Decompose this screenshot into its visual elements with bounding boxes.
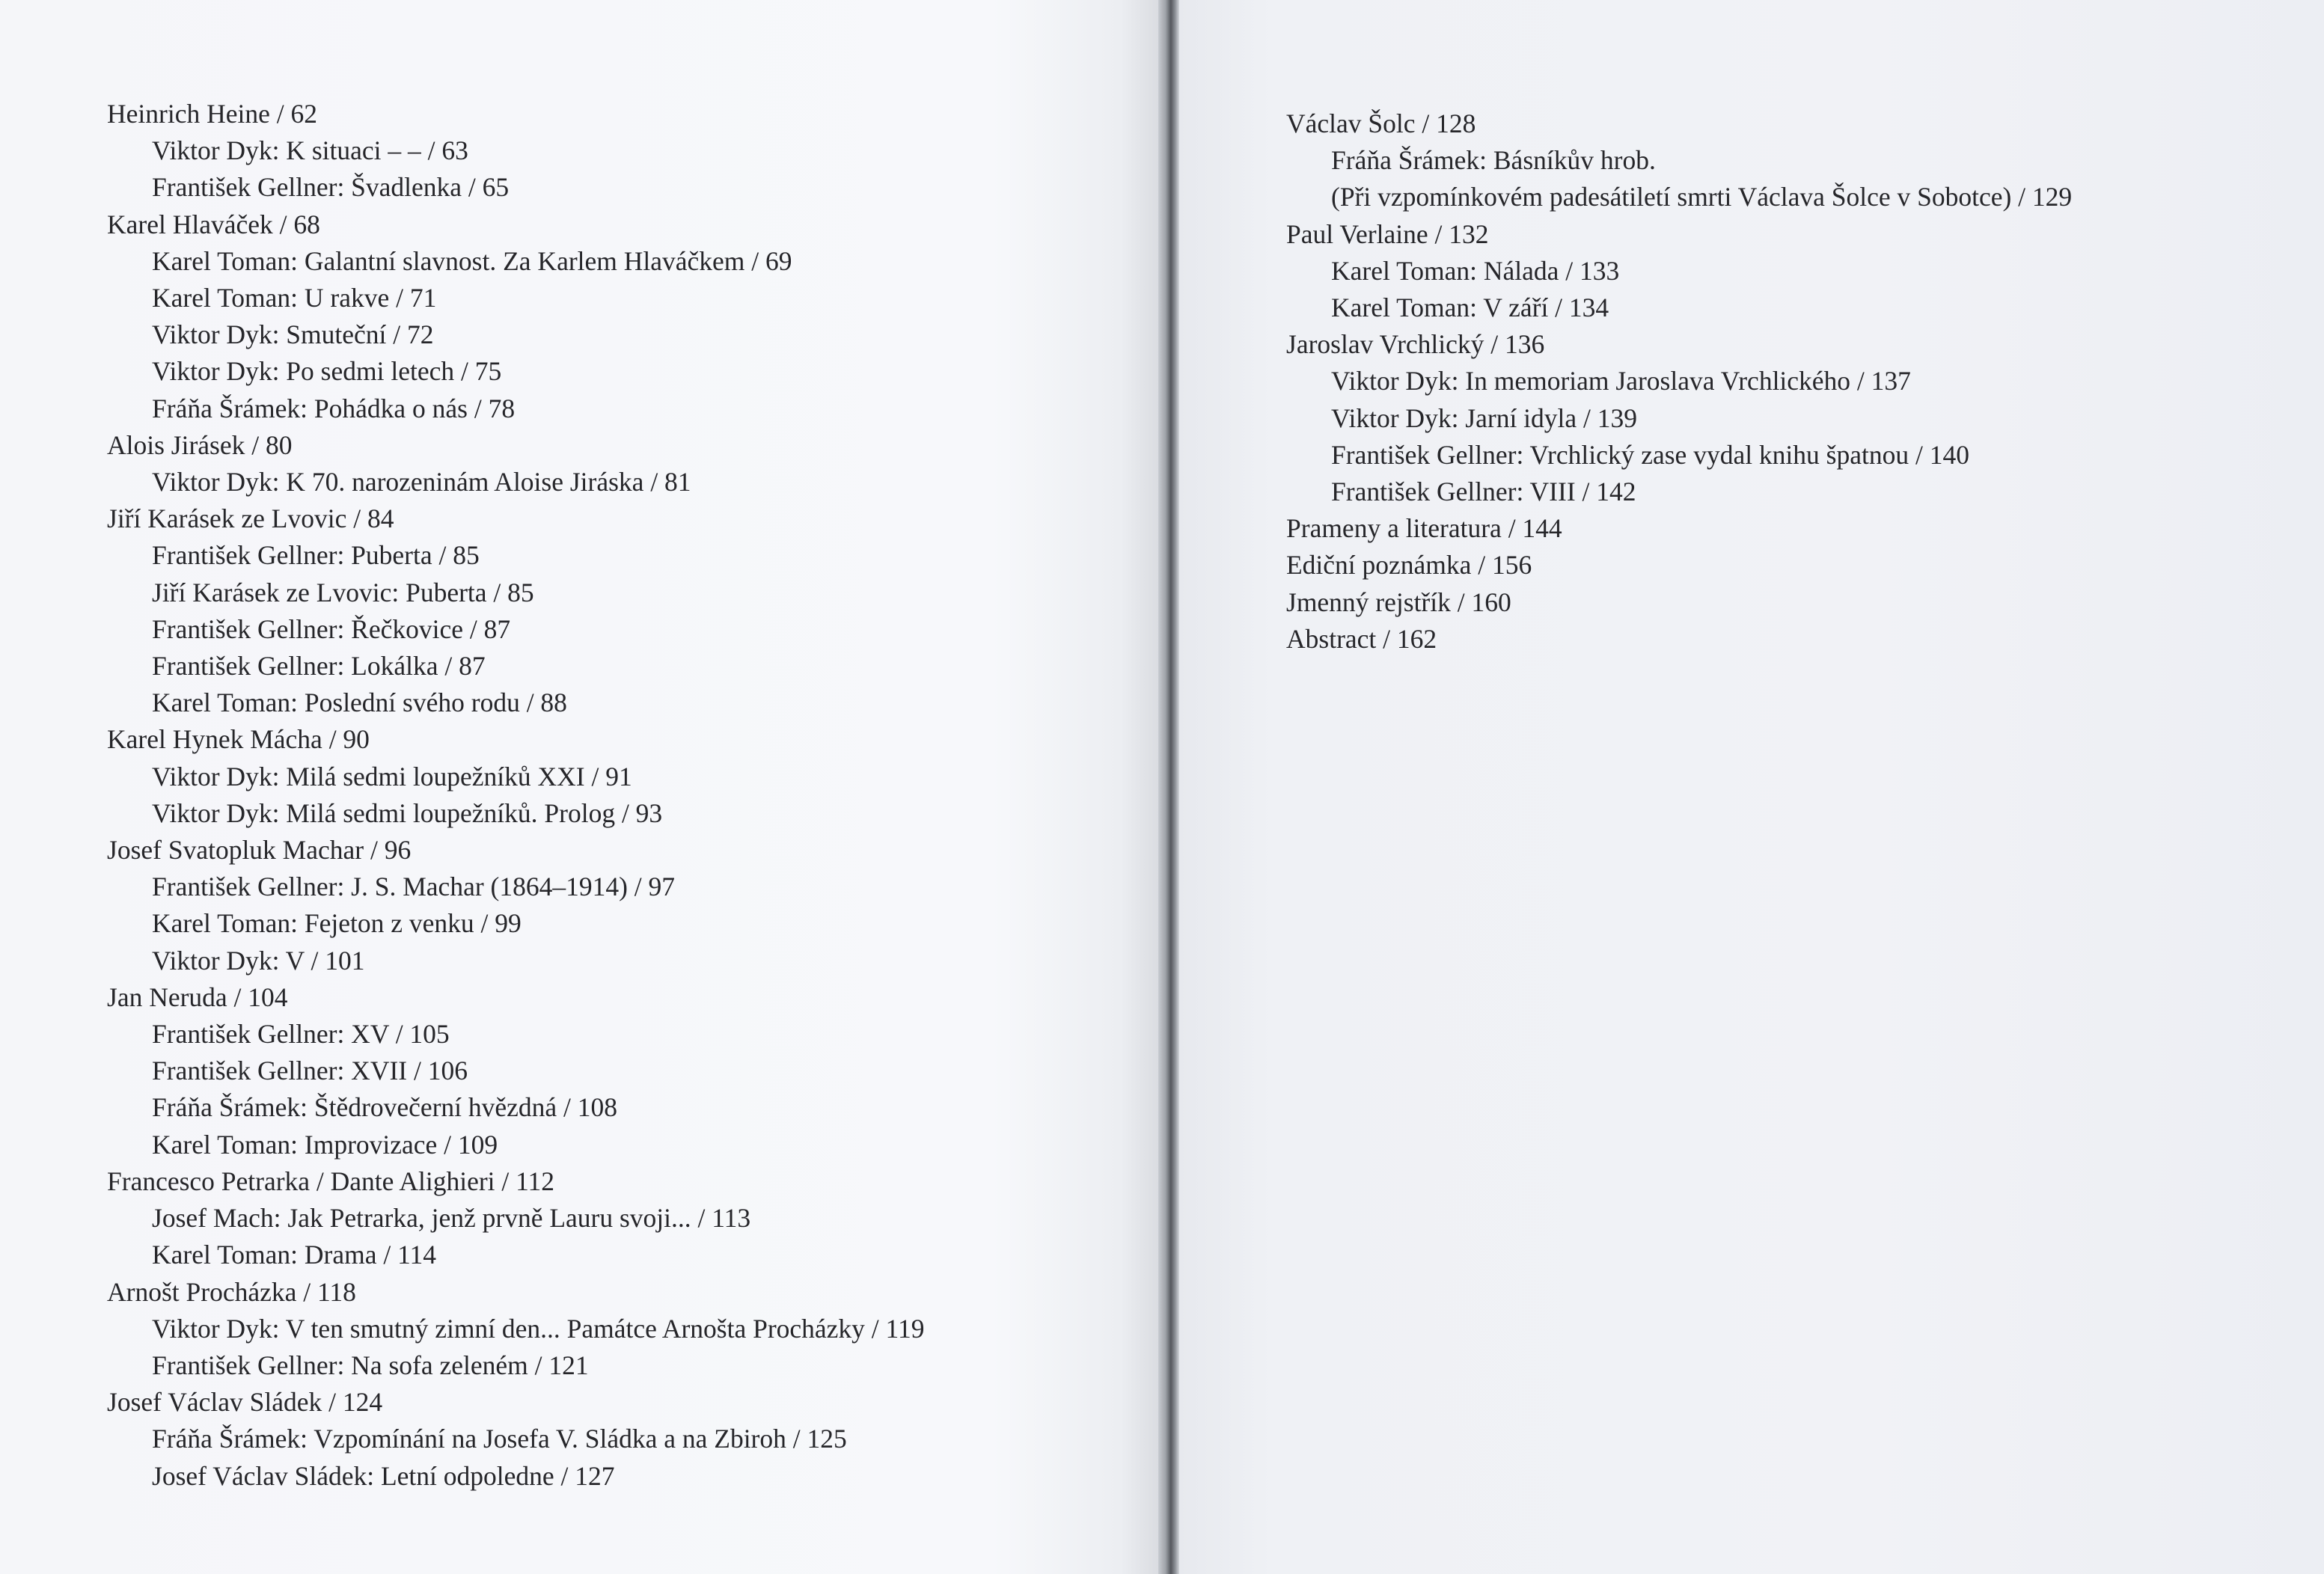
toc-backmatter-entry: Ediční poznámka / 156	[1286, 550, 1532, 581]
toc-author-entry: Jiří Karásek ze Lvovic / 84	[107, 503, 394, 534]
toc-backmatter-entry: Jmenný rejstřík / 160	[1286, 587, 1511, 617]
toc-work-entry: František Gellner: Lokálka / 87	[152, 651, 486, 682]
toc-author-entry: Karel Hynek Mácha / 90	[107, 724, 370, 755]
toc-author-entry: Heinrich Heine / 62	[107, 99, 317, 129]
toc-work-entry: Karel Toman: Nálada / 133	[1331, 255, 1620, 286]
toc-work-entry: Josef Václav Sládek: Letní odpoledne / 127	[152, 1460, 615, 1491]
toc-author-entry: Josef Václav Sládek / 124	[107, 1387, 383, 1418]
toc-work-entry: Viktor Dyk: V / 101	[152, 945, 365, 976]
toc-author-entry: Jan Neruda / 104	[107, 982, 288, 1012]
toc-work-entry: Viktor Dyk: Jarní idyla / 139	[1331, 402, 1638, 433]
toc-work-entry: Karel Toman: Galantní slavnost. Za Karlem Hlaváčkem / 69	[152, 245, 792, 276]
toc-work-entry: Karel Toman: Fejeton z venku / 99	[152, 908, 522, 939]
toc-work-entry: Karel Toman: Drama / 114	[152, 1240, 437, 1270]
toc-author-entry: Karel Hlaváček / 68	[107, 209, 320, 239]
toc-work-entry: František Gellner: Vrchlický zase vydal knihu špatnou / 140	[1331, 439, 1969, 470]
toc-author-entry: Václav Šolc / 128	[1286, 108, 1476, 138]
toc-work-entry: Viktor Dyk: Smuteční / 72	[152, 319, 434, 350]
toc-work-entry: Viktor Dyk: Milá sedmi loupežníků XXI / 91	[152, 761, 632, 791]
toc-author-entry: Jaroslav Vrchlický / 136	[1286, 329, 1545, 360]
toc-author-entry: Josef Svatopluk Machar / 96	[107, 835, 412, 866]
toc-work-entry: František Gellner: Na sofa zeleném / 121	[152, 1350, 589, 1380]
toc-work-entry: Fráňa Šrámek: Básníkův hrob.	[1331, 145, 1656, 176]
toc-backmatter-entry: Abstract / 162	[1286, 623, 1437, 654]
toc-work-entry: Viktor Dyk: K situaci – – / 63	[152, 135, 468, 166]
toc-author-entry: Arnošt Procházka / 118	[107, 1276, 356, 1307]
toc-work-entry: Viktor Dyk: V ten smutný zimní den... Památce Arnošta Procházky / 119	[152, 1313, 925, 1344]
toc-work-entry: Viktor Dyk: K 70. narozeninám Aloise Jiráska / 81	[152, 467, 691, 497]
toc-work-entry: Viktor Dyk: Milá sedmi loupežníků. Prolog / 93	[152, 797, 663, 828]
toc-work-entry: Fráňa Šrámek: Vzpomínání na Josefa V. Sládka a na Zbiroh / 125	[152, 1424, 847, 1454]
toc-work-entry: Karel Toman: V září / 134	[1331, 293, 1609, 323]
toc-work-entry: Karel Toman: Improvizace / 109	[152, 1129, 498, 1160]
toc-work-entry: František Gellner: Řečkovice / 87	[152, 613, 511, 644]
toc-backmatter-entry: Prameny a literatura / 144	[1286, 513, 1562, 544]
right-page	[1179, 0, 2324, 1574]
toc-author-entry: Alois Jirásek / 80	[107, 429, 293, 460]
toc-work-entry: Josef Mach: Jak Petrarka, jenž prvně Lauru svoji... / 113	[152, 1203, 751, 1234]
book-spine	[1158, 0, 1179, 1574]
toc-work-entry: Fráňa Šrámek: Pohádka o nás / 78	[152, 393, 516, 423]
toc-list-right	[1286, 105, 2072, 658]
toc-author-entry: Francesco Petrarka / Dante Alighieri / 112	[107, 1166, 555, 1196]
toc-work-entry: Fráňa Šrámek: Štědrovečerní hvězdná / 108	[152, 1092, 618, 1123]
toc-work-entry: Viktor Dyk: Po sedmi letech / 75	[152, 356, 502, 387]
toc-work-entry: (Při vzpomínkovém padesátiletí smrti Václava Šolce v Sobotce) / 129	[1331, 182, 2073, 212]
toc-list-left	[107, 96, 924, 1495]
toc-work-entry: Viktor Dyk: In memoriam Jaroslava Vrchlického / 137	[1331, 366, 1911, 396]
toc-author-entry: Paul Verlaine / 132	[1286, 218, 1489, 249]
toc-work-entry: František Gellner: Puberta / 85	[152, 540, 480, 571]
toc-work-entry: František Gellner: VIII / 142	[1331, 477, 1636, 507]
toc-work-entry: Karel Toman: U rakve / 71	[152, 283, 437, 313]
toc-work-entry: František Gellner: J. S. Machar (1864–1914) / 97	[152, 872, 676, 902]
toc-work-entry: František Gellner: XVII / 106	[152, 1056, 468, 1086]
toc-work-entry: František Gellner: XV / 105	[152, 1019, 450, 1050]
toc-work-entry: Jiří Karásek ze Lvovic: Puberta / 85	[152, 577, 534, 607]
toc-work-entry: František Gellner: Švadlenka / 65	[152, 172, 510, 203]
toc-work-entry: Karel Toman: Poslední svého rodu / 88	[152, 688, 567, 718]
